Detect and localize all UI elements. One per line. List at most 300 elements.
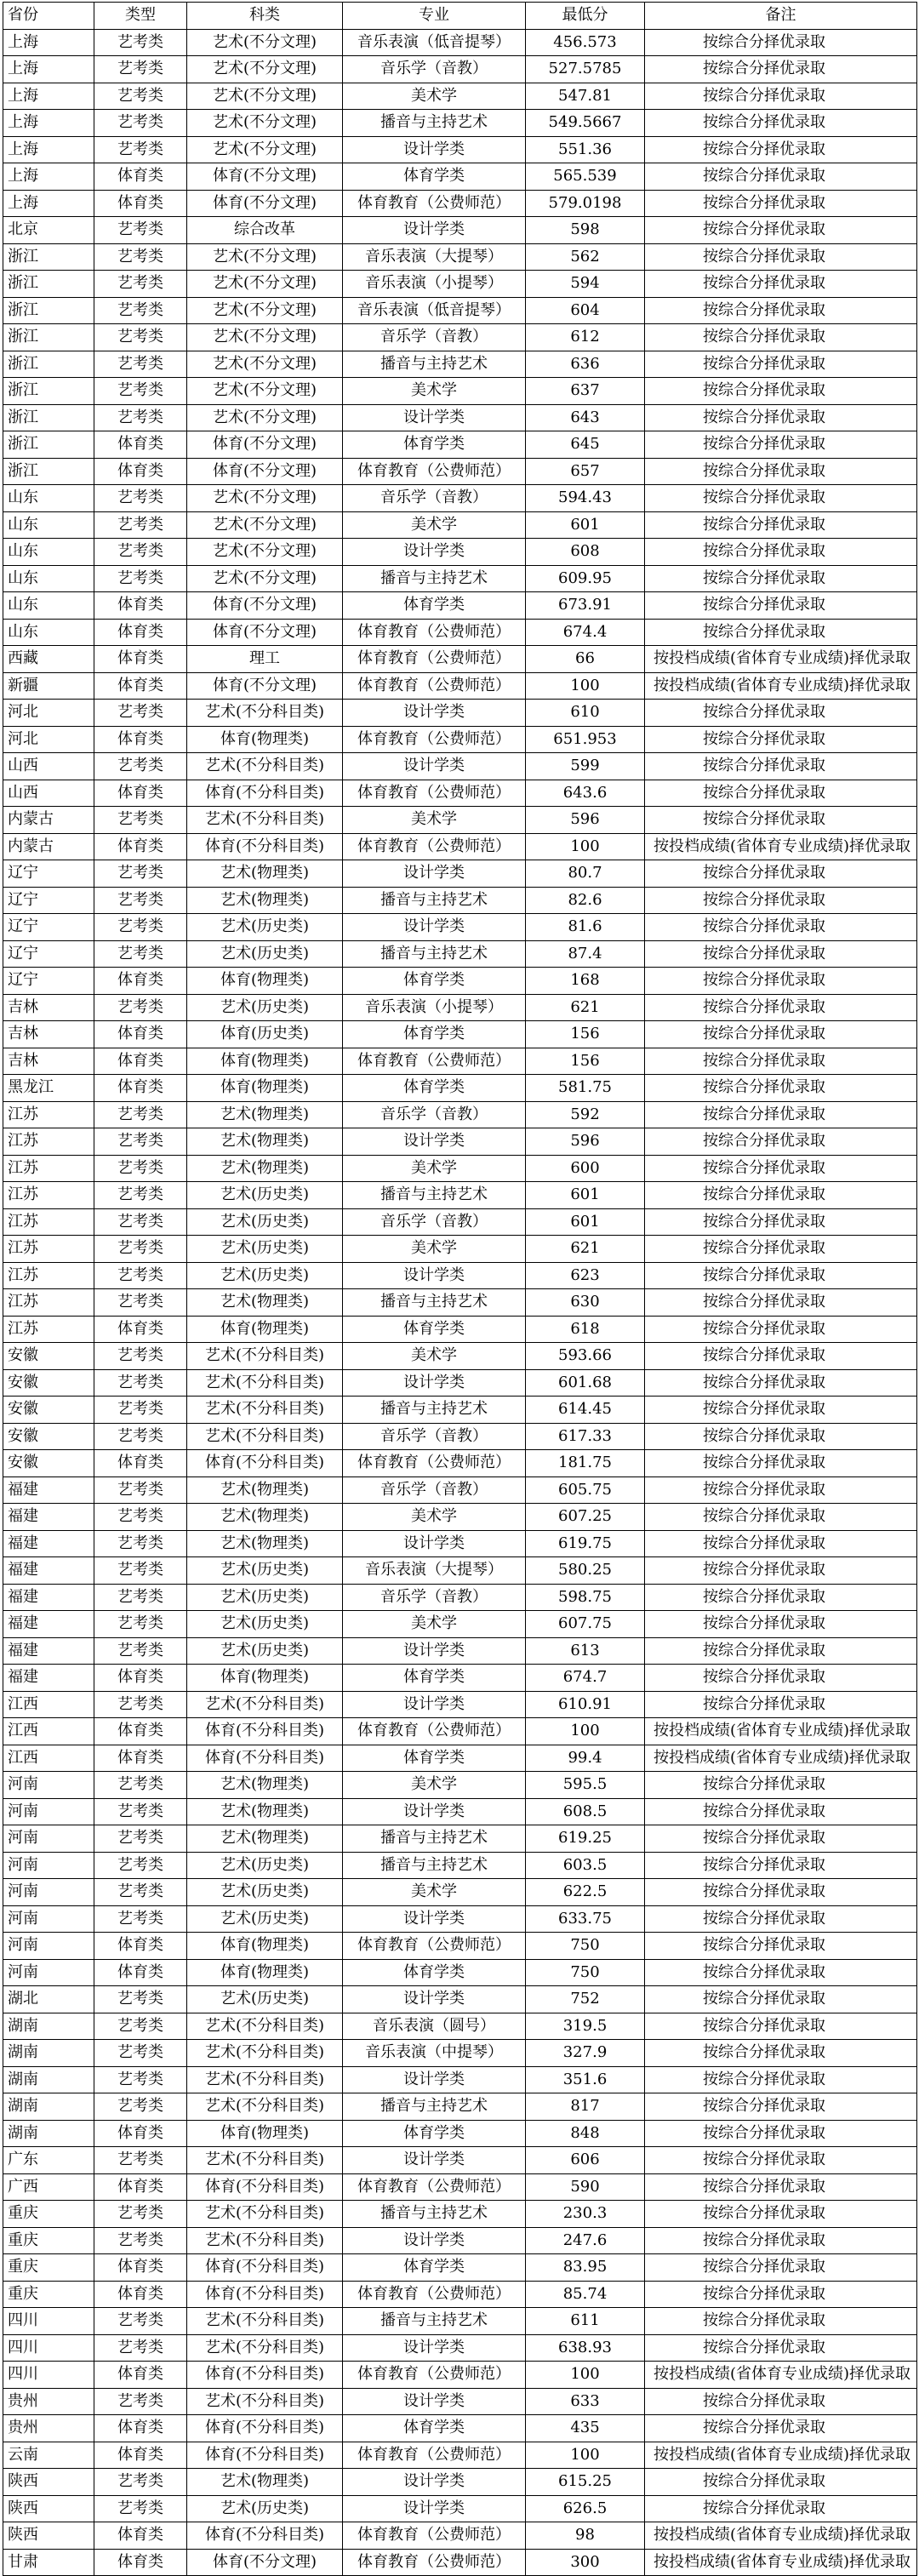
cell-major: 体育教育（公费师范） (343, 833, 526, 860)
cell-min-score: 549.5667 (526, 110, 645, 137)
cell-min-score: 601 (526, 511, 645, 539)
cell-major: 音乐学（音教） (343, 1423, 526, 1450)
cell-major: 设计学类 (343, 2147, 526, 2174)
cell-type: 体育类 (94, 646, 187, 673)
cell-min-score: 595.5 (526, 1772, 645, 1799)
cell-province: 四川 (3, 2334, 94, 2362)
cell-province: 山东 (3, 619, 94, 646)
table-row (3, 2308, 917, 2335)
table-row (3, 56, 917, 83)
table-row (3, 1369, 917, 1397)
cell-major: 美术学 (343, 807, 526, 834)
cell-type: 艺考类 (94, 1879, 187, 1906)
table-row (3, 190, 917, 217)
cell-major: 美术学 (343, 1504, 526, 1531)
cell-min-score: 622.5 (526, 1879, 645, 1906)
cell-province: 贵州 (3, 2415, 94, 2442)
cell-type: 艺考类 (94, 539, 187, 566)
cell-min-score: 626.5 (526, 2495, 645, 2522)
cell-type: 艺考类 (94, 2388, 187, 2415)
cell-major: 体育教育（公费师范） (343, 1450, 526, 1477)
cell-province: 江苏 (3, 1208, 94, 1236)
cell-province: 河南 (3, 1772, 94, 1799)
cell-min-score: 87.4 (526, 940, 645, 968)
cell-province: 浙江 (3, 351, 94, 378)
cell-min-score: 615.25 (526, 2469, 645, 2496)
table-row (3, 2254, 917, 2282)
cell-province: 福建 (3, 1665, 94, 1692)
cell-min-score: 596 (526, 1128, 645, 1156)
cell-province: 内蒙古 (3, 833, 94, 860)
cell-remark: 按综合分择优录取 (645, 431, 917, 459)
table-row (3, 887, 917, 914)
cell-type: 体育类 (94, 1933, 187, 1960)
cell-min-score: 599 (526, 753, 645, 780)
cell-major: 设计学类 (343, 1798, 526, 1825)
cell-remark: 按综合分择优录取 (645, 1128, 917, 1156)
cell-subject-category: 艺术(物理类) (187, 1128, 343, 1156)
cell-major: 音乐学（音教） (343, 56, 526, 83)
table-row (3, 1637, 917, 1665)
cell-min-score: 612 (526, 324, 645, 351)
cell-province: 山东 (3, 565, 94, 592)
table-row (3, 2040, 917, 2067)
cell-type: 艺考类 (94, 1397, 187, 1424)
cell-min-score: 99.4 (526, 1745, 645, 1772)
cell-type: 艺考类 (94, 2334, 187, 2362)
cell-type: 体育类 (94, 2173, 187, 2201)
cell-remark: 按综合分择优录取 (645, 1611, 917, 1638)
cell-subject-category: 艺术(不分文理) (187, 351, 343, 378)
cell-province: 重庆 (3, 2254, 94, 2282)
table-row (3, 485, 917, 512)
cell-remark: 按综合分择优录取 (645, 2066, 917, 2093)
cell-province: 四川 (3, 2308, 94, 2335)
cell-major: 体育教育（公费师范） (343, 2281, 526, 2308)
cell-province: 湖南 (3, 2040, 94, 2067)
cell-subject-category: 理工 (187, 646, 343, 673)
cell-major: 音乐表演（低音提琴） (343, 297, 526, 324)
cell-min-score: 547.81 (526, 83, 645, 110)
cell-province: 云南 (3, 2442, 94, 2469)
cell-min-score: 610.91 (526, 1691, 645, 1718)
header-province: 省份 (3, 3, 94, 30)
cell-min-score: 614.45 (526, 1397, 645, 1424)
cell-min-score: 590 (526, 2173, 645, 2201)
cell-province: 江苏 (3, 1101, 94, 1128)
cell-major: 音乐表演（小提琴） (343, 994, 526, 1021)
cell-min-score: 300 (526, 2549, 645, 2576)
cell-subject-category: 体育(物理类) (187, 968, 343, 995)
table-row (3, 1343, 917, 1370)
cell-subject-category: 艺术(历史类) (187, 1236, 343, 1263)
cell-major: 设计学类 (343, 1986, 526, 2013)
cell-subject-category: 艺术(不分科目类) (187, 2040, 343, 2067)
cell-type: 艺考类 (94, 2147, 187, 2174)
cell-type: 艺考类 (94, 271, 187, 298)
cell-major: 美术学 (343, 511, 526, 539)
cell-subject-category: 艺术(不分文理) (187, 378, 343, 405)
table-row (3, 1959, 917, 1986)
cell-remark: 按综合分择优录取 (645, 1369, 917, 1397)
cell-type: 艺考类 (94, 2201, 187, 2228)
cell-min-score: 636 (526, 351, 645, 378)
cell-type: 艺考类 (94, 2040, 187, 2067)
cell-major: 美术学 (343, 83, 526, 110)
cell-remark: 按综合分择优录取 (645, 592, 917, 620)
cell-province: 甘肃 (3, 2549, 94, 2576)
table-row (3, 1289, 917, 1317)
cell-subject-category: 艺术(不分文理) (187, 297, 343, 324)
table-row (3, 539, 917, 566)
cell-province: 湖北 (3, 1986, 94, 2013)
table-row (3, 324, 917, 351)
cell-remark: 按综合分择优录取 (645, 2227, 917, 2254)
cell-province: 湖南 (3, 2093, 94, 2121)
cell-type: 艺考类 (94, 324, 187, 351)
cell-subject-category: 艺术(不分科目类) (187, 2308, 343, 2335)
cell-remark: 按综合分择优录取 (645, 1584, 917, 1611)
cell-min-score: 156 (526, 1021, 645, 1048)
cell-major: 体育学类 (343, 2254, 526, 2282)
cell-province: 江苏 (3, 1316, 94, 1343)
cell-remark: 按综合分择优录取 (645, 110, 917, 137)
cell-subject-category: 体育(物理类) (187, 1048, 343, 1075)
cell-min-score: 527.5785 (526, 56, 645, 83)
cell-province: 广东 (3, 2147, 94, 2174)
cell-min-score: 247.6 (526, 2227, 645, 2254)
cell-remark: 按综合分择优录取 (645, 968, 917, 995)
cell-remark: 按投档成绩(省体育专业成绩)择优录取 (645, 1718, 917, 1745)
cell-province: 安徽 (3, 1450, 94, 1477)
cell-major: 美术学 (343, 1772, 526, 1799)
cell-major: 体育学类 (343, 431, 526, 459)
cell-subject-category: 艺术(物理类) (187, 1772, 343, 1799)
table-row (3, 726, 917, 753)
cell-remark: 按综合分择优录取 (645, 271, 917, 298)
cell-min-score: 351.6 (526, 2066, 645, 2093)
table-row (3, 1798, 917, 1825)
table-row (3, 1316, 917, 1343)
cell-remark: 按综合分择优录取 (645, 2147, 917, 2174)
cell-type: 体育类 (94, 1745, 187, 1772)
cell-province: 福建 (3, 1637, 94, 1665)
cell-min-score: 100 (526, 2362, 645, 2389)
cell-subject-category: 艺术(不分科目类) (187, 1691, 343, 1718)
cell-remark: 按综合分择优录取 (645, 1450, 917, 1477)
cell-type: 体育类 (94, 1021, 187, 1048)
table-row (3, 940, 917, 968)
cell-subject-category: 艺术(物理类) (187, 1825, 343, 1853)
cell-major: 音乐表演（低音提琴） (343, 29, 526, 56)
cell-province: 浙江 (3, 243, 94, 271)
table-row (3, 1101, 917, 1128)
cell-type: 艺考类 (94, 485, 187, 512)
cell-major: 体育学类 (343, 1316, 526, 1343)
table-row (3, 1718, 917, 1745)
cell-province: 辽宁 (3, 887, 94, 914)
cell-subject-category: 艺术(不分科目类) (187, 2066, 343, 2093)
cell-remark: 按综合分择优录取 (645, 2254, 917, 2282)
cell-type: 艺考类 (94, 1343, 187, 1370)
cell-subject-category: 艺术(历史类) (187, 1852, 343, 1879)
cell-remark: 按综合分择优录取 (645, 2201, 917, 2228)
cell-subject-category: 艺术(不分文理) (187, 324, 343, 351)
cell-type: 艺考类 (94, 860, 187, 888)
cell-subject-category: 艺术(历史类) (187, 1557, 343, 1585)
cell-min-score: 750 (526, 1959, 645, 1986)
cell-remark: 按综合分择优录取 (645, 1557, 917, 1585)
cell-remark: 按综合分择优录取 (645, 1101, 917, 1128)
cell-min-score: 551.36 (526, 136, 645, 163)
table-row (3, 2147, 917, 2174)
cell-major: 播音与主持艺术 (343, 2093, 526, 2121)
cell-major: 体育教育（公费师范） (343, 619, 526, 646)
cell-min-score: 607.75 (526, 1611, 645, 1638)
cell-min-score: 168 (526, 968, 645, 995)
cell-major: 设计学类 (343, 1637, 526, 1665)
cell-major: 体育学类 (343, 2120, 526, 2147)
cell-type: 艺考类 (94, 1101, 187, 1128)
cell-type: 体育类 (94, 1959, 187, 1986)
cell-type: 体育类 (94, 2362, 187, 2389)
cell-province: 上海 (3, 110, 94, 137)
cell-type: 体育类 (94, 2415, 187, 2442)
cell-province: 陕西 (3, 2522, 94, 2550)
cell-type: 体育类 (94, 2549, 187, 2576)
cell-province: 浙江 (3, 404, 94, 431)
table-row (3, 378, 917, 405)
cell-subject-category: 艺术(不分科目类) (187, 2227, 343, 2254)
table-row (3, 136, 917, 163)
cell-province: 福建 (3, 1584, 94, 1611)
cell-major: 设计学类 (343, 404, 526, 431)
cell-subject-category: 体育(不分科目类) (187, 2442, 343, 2469)
cell-remark: 按综合分择优录取 (645, 1423, 917, 1450)
cell-remark: 按投档成绩(省体育专业成绩)择优录取 (645, 646, 917, 673)
cell-major: 体育学类 (343, 1959, 526, 1986)
cell-province: 陕西 (3, 2495, 94, 2522)
cell-province: 浙江 (3, 458, 94, 485)
table-row (3, 860, 917, 888)
table-row (3, 1423, 917, 1450)
cell-subject-category: 艺术(不分科目类) (187, 1369, 343, 1397)
cell-major: 音乐学（音教） (343, 1101, 526, 1128)
cell-min-score: 181.75 (526, 1450, 645, 1477)
table-row (3, 1236, 917, 1263)
cell-remark: 按综合分择优录取 (645, 1665, 917, 1692)
cell-major: 设计学类 (343, 860, 526, 888)
cell-major: 体育教育（公费师范） (343, 458, 526, 485)
table-row (3, 1397, 917, 1424)
table-row (3, 646, 917, 673)
cell-remark: 按综合分择优录取 (645, 2334, 917, 2362)
cell-subject-category: 体育(物理类) (187, 1933, 343, 1960)
cell-remark: 按综合分择优录取 (645, 2013, 917, 2040)
cell-type: 艺考类 (94, 297, 187, 324)
cell-min-score: 643.6 (526, 780, 645, 807)
cell-subject-category: 艺术(历史类) (187, 940, 343, 968)
table-row (3, 458, 917, 485)
table-row (3, 1504, 917, 1531)
cell-type: 艺考类 (94, 2495, 187, 2522)
cell-min-score: 613 (526, 1637, 645, 1665)
cell-province: 北京 (3, 217, 94, 244)
table-row (3, 807, 917, 834)
cell-remark: 按综合分择优录取 (645, 1691, 917, 1718)
cell-subject-category: 艺术(物理类) (187, 1155, 343, 1182)
cell-remark: 按投档成绩(省体育专业成绩)择优录取 (645, 2549, 917, 2576)
cell-min-score: 85.74 (526, 2281, 645, 2308)
cell-province: 浙江 (3, 378, 94, 405)
header-major: 专业 (343, 3, 526, 30)
table-row (3, 833, 917, 860)
cell-remark: 按综合分择优录取 (645, 2308, 917, 2335)
cell-type: 体育类 (94, 2120, 187, 2147)
cell-remark: 按综合分择优录取 (645, 1048, 917, 1075)
cell-min-score: 609.95 (526, 565, 645, 592)
cell-major: 播音与主持艺术 (343, 1825, 526, 1853)
cell-subject-category: 体育(不分文理) (187, 431, 343, 459)
cell-major: 设计学类 (343, 1369, 526, 1397)
cell-subject-category: 艺术(不分科目类) (187, 2334, 343, 2362)
cell-province: 河北 (3, 700, 94, 727)
cell-province: 安徽 (3, 1369, 94, 1397)
cell-subject-category: 艺术(不分科目类) (187, 2388, 343, 2415)
cell-province: 福建 (3, 1476, 94, 1504)
cell-major: 音乐学（音教） (343, 324, 526, 351)
cell-province: 山西 (3, 753, 94, 780)
table-row (3, 753, 917, 780)
cell-remark: 按综合分择优录取 (645, 2495, 917, 2522)
cell-subject-category: 艺术(历史类) (187, 2495, 343, 2522)
cell-type: 艺考类 (94, 1798, 187, 1825)
cell-remark: 按综合分择优录取 (645, 217, 917, 244)
cell-remark: 按综合分择优录取 (645, 994, 917, 1021)
cell-type: 艺考类 (94, 2013, 187, 2040)
cell-province: 江苏 (3, 1155, 94, 1182)
cell-province: 内蒙古 (3, 807, 94, 834)
table-row (3, 2173, 917, 2201)
cell-min-score: 156 (526, 1048, 645, 1075)
cell-min-score: 327.9 (526, 2040, 645, 2067)
table-row (3, 511, 917, 539)
cell-subject-category: 艺术(不分文理) (187, 136, 343, 163)
cell-remark: 按综合分择优录取 (645, 1905, 917, 1933)
cell-min-score: 638.93 (526, 2334, 645, 2362)
cell-type: 体育类 (94, 190, 187, 217)
cell-type: 艺考类 (94, 1369, 187, 1397)
cell-province: 江苏 (3, 1289, 94, 1317)
cell-min-score: 645 (526, 431, 645, 459)
cell-min-score: 633.75 (526, 1905, 645, 1933)
cell-remark: 按综合分择优录取 (645, 404, 917, 431)
cell-type: 艺考类 (94, 2227, 187, 2254)
cell-min-score: 637 (526, 378, 645, 405)
cell-major: 体育教育（公费师范） (343, 672, 526, 700)
cell-subject-category: 艺术(不分文理) (187, 539, 343, 566)
cell-remark: 按综合分择优录取 (645, 1986, 917, 2013)
cell-subject-category: 艺术(物理类) (187, 1289, 343, 1317)
cell-min-score: 619.25 (526, 1825, 645, 1853)
cell-province: 江苏 (3, 1128, 94, 1156)
table-row (3, 2522, 917, 2550)
table-row (3, 780, 917, 807)
cell-province: 辽宁 (3, 914, 94, 941)
cell-major: 音乐表演（圆号） (343, 2013, 526, 2040)
table-row (3, 1182, 917, 1209)
cell-subject-category: 体育(不分文理) (187, 672, 343, 700)
cell-major: 设计学类 (343, 1128, 526, 1156)
cell-type: 艺考类 (94, 351, 187, 378)
cell-province: 山东 (3, 485, 94, 512)
cell-remark: 按综合分择优录取 (645, 1933, 917, 1960)
cell-province: 上海 (3, 29, 94, 56)
cell-major: 设计学类 (343, 539, 526, 566)
cell-min-score: 579.0198 (526, 190, 645, 217)
cell-major: 播音与主持艺术 (343, 1852, 526, 1879)
cell-min-score: 598.75 (526, 1584, 645, 1611)
cell-major: 美术学 (343, 1236, 526, 1263)
cell-subject-category: 艺术(不分科目类) (187, 1397, 343, 1424)
cell-province: 河南 (3, 1933, 94, 1960)
cell-province: 河北 (3, 726, 94, 753)
cell-major: 音乐表演（大提琴） (343, 1557, 526, 1585)
table-row (3, 1772, 917, 1799)
cell-min-score: 817 (526, 2093, 645, 2121)
table-row (3, 1665, 917, 1692)
cell-subject-category: 体育(物理类) (187, 1665, 343, 1692)
table-row (3, 1476, 917, 1504)
cell-major: 设计学类 (343, 2495, 526, 2522)
cell-remark: 按综合分择优录取 (645, 2415, 917, 2442)
cell-province: 重庆 (3, 2227, 94, 2254)
cell-subject-category: 体育(不分科目类) (187, 2362, 343, 2389)
cell-remark: 按综合分择优录取 (645, 1316, 917, 1343)
cell-min-score: 618 (526, 1316, 645, 1343)
cell-subject-category: 艺术(不分文理) (187, 29, 343, 56)
cell-type: 艺考类 (94, 2469, 187, 2496)
cell-province: 安徽 (3, 1343, 94, 1370)
cell-major: 体育教育（公费师范） (343, 1718, 526, 1745)
cell-major: 体育教育（公费师范） (343, 726, 526, 753)
cell-province: 吉林 (3, 1021, 94, 1048)
cell-province: 福建 (3, 1557, 94, 1585)
cell-province: 河南 (3, 1825, 94, 1853)
cell-remark: 按综合分择优录取 (645, 1959, 917, 1986)
cell-major: 音乐表演（小提琴） (343, 271, 526, 298)
table-row (3, 1905, 917, 1933)
cell-subject-category: 艺术(历史类) (187, 1611, 343, 1638)
cell-subject-category: 艺术(不分文理) (187, 83, 343, 110)
table-row (3, 2281, 917, 2308)
table-row (3, 351, 917, 378)
cell-type: 体育类 (94, 2281, 187, 2308)
table-row (3, 2495, 917, 2522)
cell-remark: 按综合分择优录取 (645, 511, 917, 539)
cell-province: 辽宁 (3, 968, 94, 995)
cell-remark: 按投档成绩(省体育专业成绩)择优录取 (645, 2362, 917, 2389)
cell-province: 黑龙江 (3, 1075, 94, 1102)
table-row (3, 1933, 917, 1960)
cell-subject-category: 艺术(不分文理) (187, 271, 343, 298)
cell-province: 贵州 (3, 2388, 94, 2415)
cell-subject-category: 体育(不分文理) (187, 619, 343, 646)
cell-type: 艺考类 (94, 2308, 187, 2335)
cell-major: 设计学类 (343, 2066, 526, 2093)
cell-min-score: 100 (526, 1718, 645, 1745)
header-type: 类型 (94, 3, 187, 30)
